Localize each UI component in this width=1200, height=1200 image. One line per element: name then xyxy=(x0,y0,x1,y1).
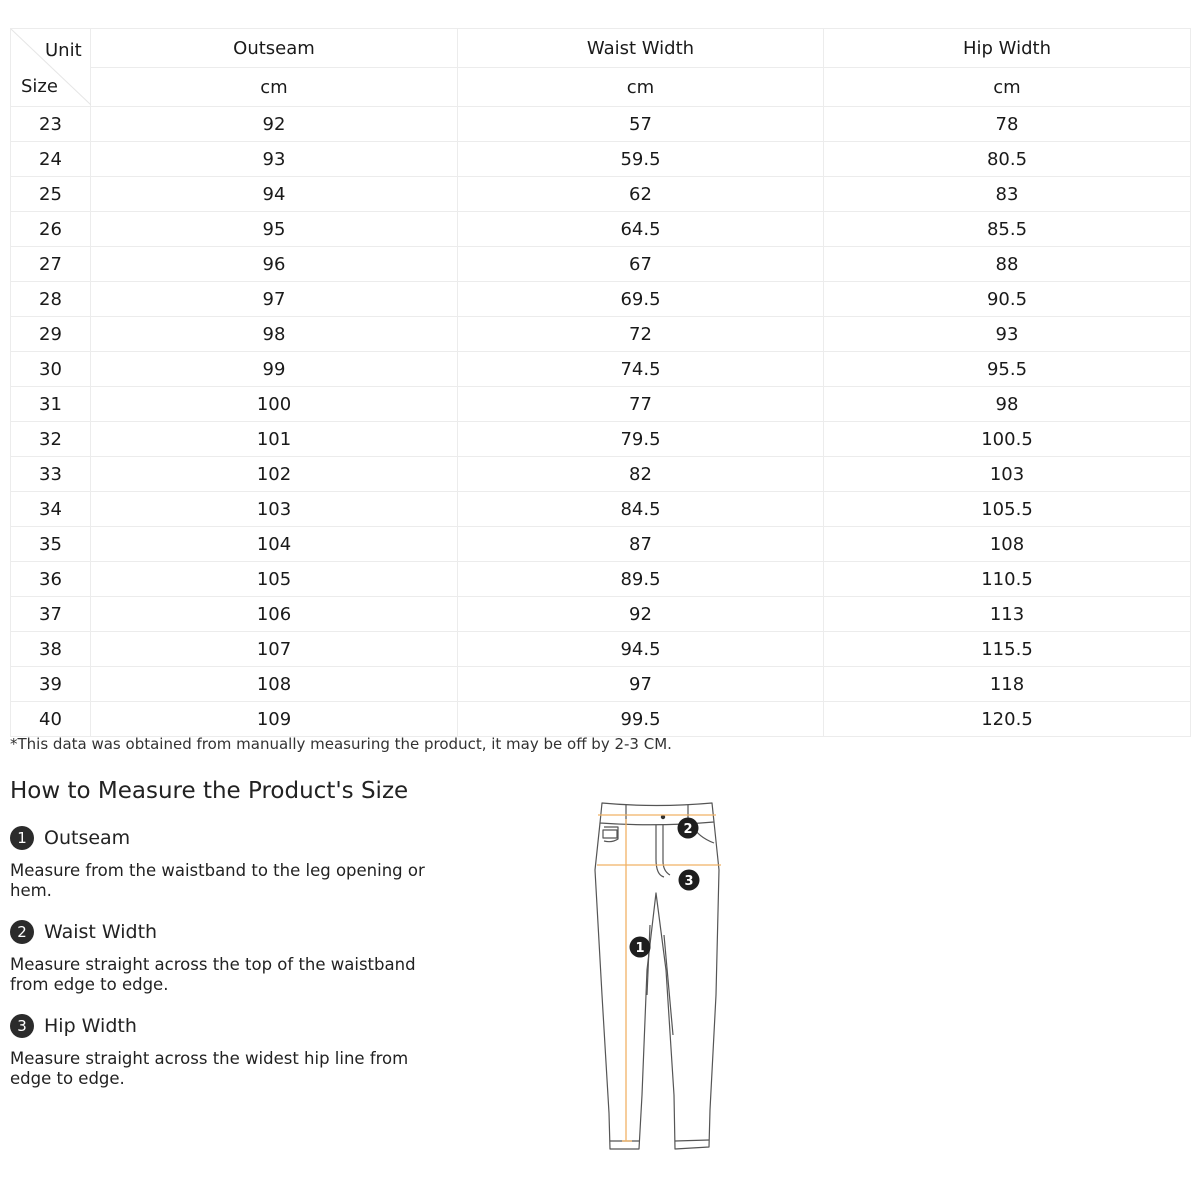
outseam-cell: 103 xyxy=(91,492,458,527)
size-cell: 34 xyxy=(11,492,91,527)
outseam-cell: 101 xyxy=(91,422,458,457)
table-row xyxy=(11,702,1191,737)
outseam-cell: 93 xyxy=(91,142,458,177)
waist-width-cell: 89.5 xyxy=(458,562,824,597)
number-badge-3: 3 xyxy=(10,1014,34,1038)
outseam-cell: 105 xyxy=(91,562,458,597)
waist-width-cell: 57 xyxy=(458,107,824,142)
marker-2-label: 2 xyxy=(683,822,693,837)
size-cell: 26 xyxy=(11,212,91,247)
outseam-cell: 107 xyxy=(91,632,458,667)
size-cell: 31 xyxy=(11,387,91,422)
table-row xyxy=(11,107,1191,142)
measurement-note: *This data was obtained from manually measuring the product, it may be off by 2-3 CM. xyxy=(10,735,672,753)
hip-width-cell: 93 xyxy=(824,317,1191,352)
column-header-outseam: Outseam xyxy=(91,29,458,68)
size-cell: 25 xyxy=(11,177,91,212)
size-cell: 40 xyxy=(11,702,91,737)
table-row xyxy=(11,457,1191,492)
column-header-waist-width: Waist Width xyxy=(458,29,824,68)
size-cell: 23 xyxy=(11,107,91,142)
outseam-cell: 97 xyxy=(91,282,458,317)
outseam-cell: 106 xyxy=(91,597,458,632)
table-row xyxy=(11,422,1191,457)
outseam-cell: 99 xyxy=(91,352,458,387)
size-cell: 39 xyxy=(11,667,91,702)
measure-item-outseam xyxy=(10,825,440,901)
table-row xyxy=(11,352,1191,387)
outseam-cell: 108 xyxy=(91,667,458,702)
hip-width-cell: 85.5 xyxy=(824,212,1191,247)
measure-item-title: Outseam xyxy=(44,827,131,849)
hip-width-cell: 80.5 xyxy=(824,142,1191,177)
measure-section-title: How to Measure the Product's Size xyxy=(10,778,409,804)
table-corner-cell xyxy=(11,29,91,107)
table-row xyxy=(11,527,1191,562)
waist-width-cell: 99.5 xyxy=(458,702,824,737)
size-cell: 38 xyxy=(11,632,91,667)
size-cell: 30 xyxy=(11,352,91,387)
table-row xyxy=(11,387,1191,422)
measure-item-title: Hip Width xyxy=(44,1015,137,1037)
table-row xyxy=(11,247,1191,282)
hip-width-cell: 78 xyxy=(824,107,1191,142)
waist-width-cell: 87 xyxy=(458,527,824,562)
hip-width-cell: 98 xyxy=(824,387,1191,422)
corner-unit-label: Unit xyxy=(45,40,82,61)
measure-item-hip-width xyxy=(10,1013,440,1089)
marker-3-label: 3 xyxy=(684,874,694,889)
hip-width-cell: 100.5 xyxy=(824,422,1191,457)
outseam-cell: 98 xyxy=(91,317,458,352)
size-cell: 27 xyxy=(11,247,91,282)
table-row xyxy=(11,317,1191,352)
size-cell: 29 xyxy=(11,317,91,352)
waist-width-cell: 59.5 xyxy=(458,142,824,177)
hip-width-cell: 105.5 xyxy=(824,492,1191,527)
waist-width-cell: 77 xyxy=(458,387,824,422)
table-row xyxy=(11,282,1191,317)
outseam-cell: 102 xyxy=(91,457,458,492)
hip-width-cell: 118 xyxy=(824,667,1191,702)
hip-width-cell: 110.5 xyxy=(824,562,1191,597)
column-unit-hip-width: cm xyxy=(824,68,1191,107)
column-unit-waist-width: cm xyxy=(458,68,824,107)
measure-item-title: Waist Width xyxy=(44,921,158,943)
waist-width-cell: 97 xyxy=(458,667,824,702)
size-cell: 35 xyxy=(11,527,91,562)
hip-width-cell: 103 xyxy=(824,457,1191,492)
size-cell: 36 xyxy=(11,562,91,597)
waist-width-cell: 94.5 xyxy=(458,632,824,667)
size-cell: 33 xyxy=(11,457,91,492)
waist-width-cell: 67 xyxy=(458,247,824,282)
table-row xyxy=(11,562,1191,597)
table-row xyxy=(11,142,1191,177)
waist-width-cell: 69.5 xyxy=(458,282,824,317)
waist-width-cell: 62 xyxy=(458,177,824,212)
outseam-cell: 96 xyxy=(91,247,458,282)
waist-width-cell: 92 xyxy=(458,597,824,632)
table-header-units xyxy=(11,68,1191,107)
hip-width-cell: 113 xyxy=(824,597,1191,632)
number-badge-1: 1 xyxy=(10,826,34,850)
table-row xyxy=(11,492,1191,527)
number-badge-2: 2 xyxy=(10,920,34,944)
outseam-cell: 100 xyxy=(91,387,458,422)
waist-width-cell: 79.5 xyxy=(458,422,824,457)
hip-width-cell: 90.5 xyxy=(824,282,1191,317)
corner-size-label: Size xyxy=(21,76,58,97)
measure-item-desc: Measure from the waistband to the leg opening or hem. xyxy=(10,861,425,900)
column-unit-outseam: cm xyxy=(91,68,458,107)
size-cell: 24 xyxy=(11,142,91,177)
table-row xyxy=(11,212,1191,247)
hip-width-cell: 83 xyxy=(824,177,1191,212)
marker-1-label: 1 xyxy=(635,941,645,956)
waist-width-cell: 64.5 xyxy=(458,212,824,247)
hip-width-cell: 108 xyxy=(824,527,1191,562)
table-row xyxy=(11,632,1191,667)
column-header-hip-width: Hip Width xyxy=(824,29,1191,68)
size-cell: 37 xyxy=(11,597,91,632)
size-chart-table xyxy=(10,28,1191,737)
size-cell: 28 xyxy=(11,282,91,317)
table-body xyxy=(11,107,1191,737)
outseam-cell: 95 xyxy=(91,212,458,247)
hip-width-cell: 120.5 xyxy=(824,702,1191,737)
table-row xyxy=(11,177,1191,212)
pants-diagram-icon xyxy=(586,795,736,1165)
waist-width-cell: 74.5 xyxy=(458,352,824,387)
hip-width-cell: 115.5 xyxy=(824,632,1191,667)
hip-width-cell: 95.5 xyxy=(824,352,1191,387)
waist-width-cell: 72 xyxy=(458,317,824,352)
waist-width-cell: 82 xyxy=(458,457,824,492)
table-row xyxy=(11,667,1191,702)
measure-item-desc: Measure straight across the top of the waistband from edge to edge. xyxy=(10,955,416,994)
hip-width-cell: 88 xyxy=(824,247,1191,282)
outseam-cell: 104 xyxy=(91,527,458,562)
table-row xyxy=(11,597,1191,632)
measure-item-waist-width xyxy=(10,919,440,995)
outseam-cell: 109 xyxy=(91,702,458,737)
outseam-cell: 92 xyxy=(91,107,458,142)
measure-item-desc: Measure straight across the widest hip line from edge to edge. xyxy=(10,1049,409,1088)
size-cell: 32 xyxy=(11,422,91,457)
waist-width-cell: 84.5 xyxy=(458,492,824,527)
outseam-cell: 94 xyxy=(91,177,458,212)
table-header-names xyxy=(11,29,1191,68)
